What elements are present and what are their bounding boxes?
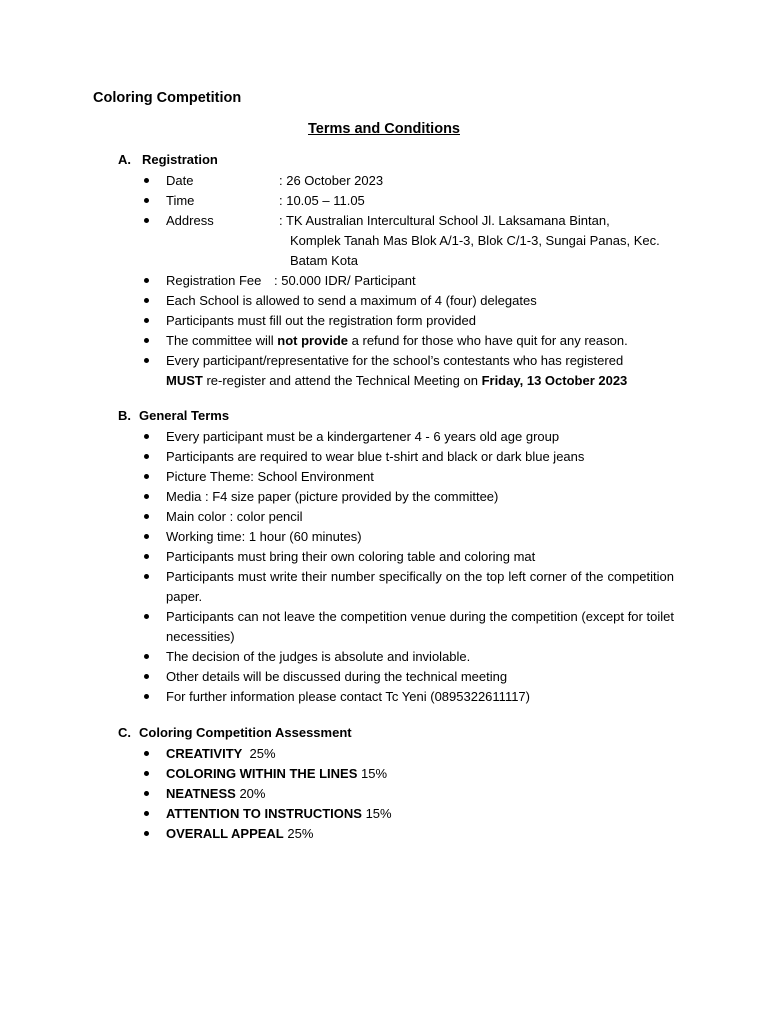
- list-item: Picture Theme: School Environment: [0, 467, 674, 487]
- criterion-weight: 20%: [235, 786, 266, 801]
- section-a-letter: A.: [118, 152, 131, 167]
- assessment-item-instructions: [0, 804, 674, 824]
- list-item-address: [0, 211, 674, 271]
- list-item: Media : F4 size paper (picture provided by the committee): [0, 487, 674, 507]
- criterion-label: COLORING WITHIN THE LINES: [166, 766, 358, 781]
- address-line-2: Komplek Tanah Mas Blok A/1-3, Blok C/1-3, Sungai Panas, Kec.: [290, 233, 660, 248]
- list-item: Participants must bring their own coloring table and coloring mat: [0, 547, 674, 567]
- registration-list: [0, 171, 768, 391]
- fee-value: : 50.000 IDR/ Participant: [274, 273, 416, 288]
- criterion-weight: 15%: [361, 806, 392, 821]
- list-item-fee: [0, 271, 674, 291]
- list-item-date: [0, 171, 674, 191]
- refund-text-start: The committee will: [166, 333, 278, 348]
- section-b-heading: [118, 408, 229, 423]
- document-subtitle: Terms and Conditions: [308, 121, 460, 137]
- general-terms-list: [0, 427, 768, 707]
- reregister-line-1: Every participant/representative for the school’s contestants who has registered: [166, 353, 624, 368]
- list-item-time: [0, 191, 674, 211]
- list-item-delegates: Each School is allowed to send a maximum of 4 (four) delegates: [0, 291, 674, 311]
- time-value: : 10.05 – 11.05: [279, 193, 365, 208]
- list-item: Participants must write their number specifically on the top left corner of the competition paper.: [0, 567, 674, 607]
- refund-text-end: a refund for those who have quit for any reason.: [348, 333, 628, 348]
- assessment-item-creativity: [0, 744, 674, 764]
- list-item-form: Participants must fill out the registration form provided: [0, 311, 674, 331]
- list-item: Participants are required to wear blue t-shirt and black or dark blue jeans: [0, 447, 674, 467]
- assessment-list: [0, 744, 768, 844]
- section-c-heading: [118, 725, 352, 740]
- list-item-reregister: [0, 351, 674, 391]
- date-key: Date: [166, 173, 194, 188]
- assessment-item-coloring: [0, 764, 674, 784]
- list-item: For further information please contact Tc Yeni (0895322611117): [0, 687, 674, 707]
- fee-key: Registration Fee: [166, 273, 262, 288]
- address-key: Address: [166, 213, 214, 228]
- section-b-letter: B.: [118, 408, 131, 423]
- list-item: Every participant must be a kindergartener 4 - 6 years old age group: [0, 427, 674, 447]
- address-line-1: : TK Australian Intercultural School Jl. Laksamana Bintan,: [279, 213, 610, 228]
- criterion-label: NEATNESS: [166, 786, 236, 801]
- technical-meeting-date: Friday, 13 October 2023: [481, 373, 628, 388]
- document-title: Coloring Competition: [93, 90, 242, 106]
- section-a-heading: [118, 152, 218, 167]
- section-c-title: Coloring Competition Assessment: [139, 725, 352, 740]
- criterion-label: ATTENTION TO INSTRUCTIONS: [166, 806, 362, 821]
- list-item: Other details will be discussed during the technical meeting: [0, 667, 674, 687]
- date-value: : 26 October 2023: [279, 173, 384, 188]
- section-a-title: Registration: [142, 152, 218, 167]
- criterion-weight: 25%: [242, 746, 276, 761]
- address-line-3: Batam Kota: [290, 253, 358, 268]
- list-item: Main color : color pencil: [0, 507, 674, 527]
- criterion-weight: 25%: [283, 826, 314, 841]
- reregister-text: re-register and attend the Technical Meeting on: [202, 373, 482, 388]
- criterion-weight: 15%: [357, 766, 388, 781]
- criterion-label: CREATIVITY: [166, 746, 243, 761]
- section-b-title: General Terms: [139, 408, 230, 423]
- assessment-item-neatness: [0, 784, 674, 804]
- list-item: Participants can not leave the competition venue during the competition (except for toilet necessities): [0, 607, 674, 647]
- list-item: Working time: 1 hour (60 minutes): [0, 527, 674, 547]
- reregister-must: MUST: [166, 373, 203, 388]
- list-item: The decision of the judges is absolute and inviolable.: [0, 647, 674, 667]
- refund-emphasis: not provide: [277, 333, 349, 348]
- time-key: Time: [166, 193, 195, 208]
- assessment-item-appeal: [0, 824, 674, 844]
- criterion-label: OVERALL APPEAL: [166, 826, 284, 841]
- section-c-letter: C.: [118, 725, 131, 740]
- list-item-refund: [0, 331, 674, 351]
